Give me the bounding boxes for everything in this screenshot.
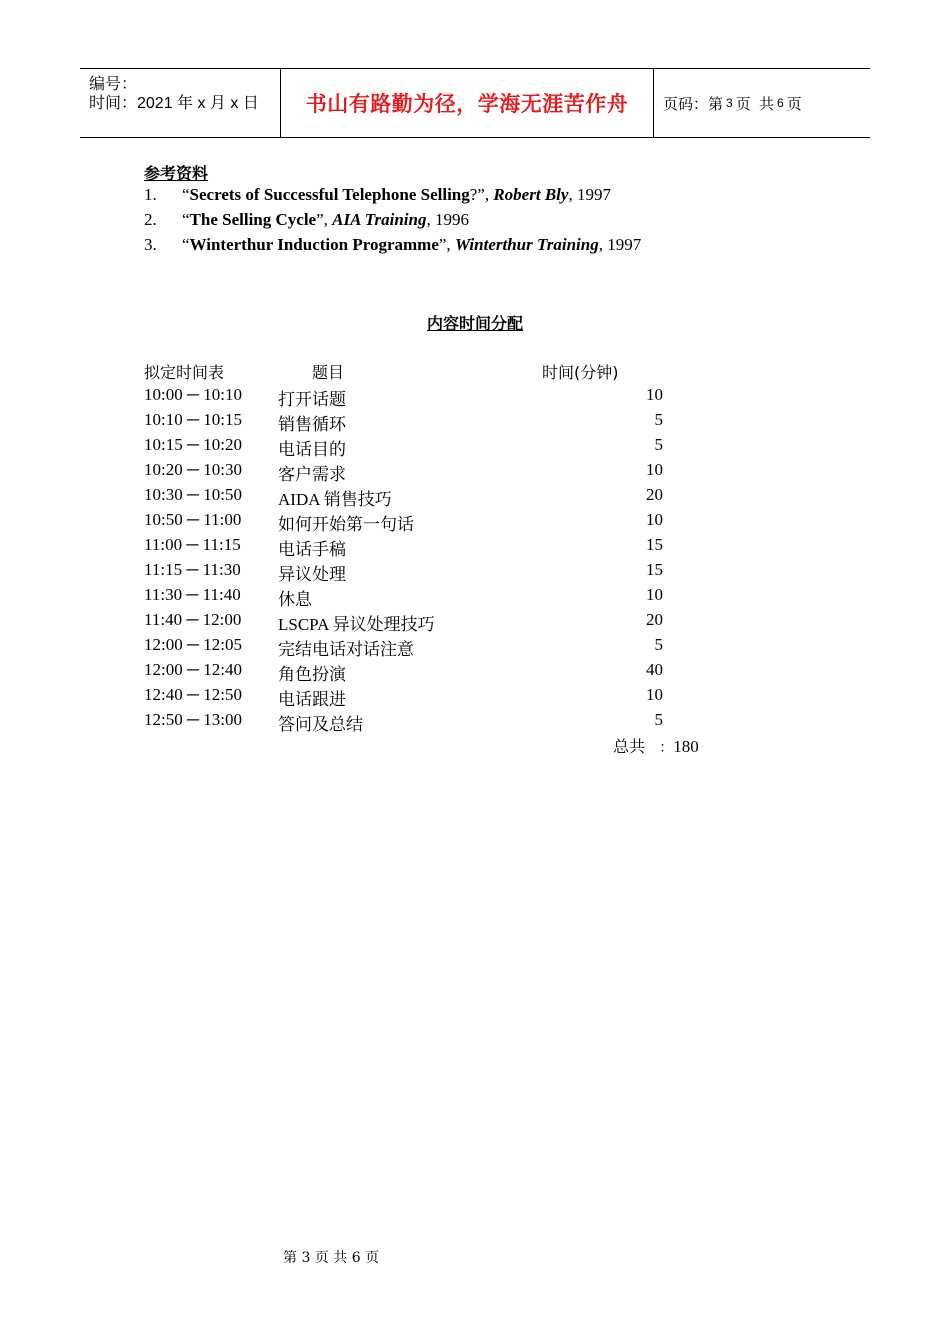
row-time: 11:15 ─ 11:30 [144, 560, 241, 579]
row-time: 10:00 ─ 10:10 [144, 385, 242, 404]
row-minutes: 10 [646, 685, 663, 704]
schedule-title: 内容时间分配 [426, 314, 523, 333]
motto: 书山有路勤为径，学海无涯苦作舟 [305, 92, 629, 116]
row-topic: 客户需求 [278, 465, 346, 484]
schedule-row [0, 485, 950, 510]
schedule-row [0, 510, 950, 535]
reference-title: The Selling Cycle [189, 210, 317, 229]
col-header-topic: 题目 [312, 363, 345, 382]
reference-title: Winterthur Induction Programme [189, 235, 439, 254]
time-label: 时间：2021 年 x 月 x 日 [89, 95, 259, 112]
header-motto-cell [281, 69, 654, 137]
row-topic: 角色扮演 [278, 665, 346, 684]
row-time: 12:00 ─ 12:40 [144, 660, 242, 679]
row-time: 10:15 ─ 10:20 [144, 435, 242, 454]
reference-year: , 1996 [426, 210, 469, 229]
row-topic: 电话手稿 [278, 540, 346, 559]
row-time: 10:50 ─ 11:00 [144, 510, 242, 529]
reference-close-quote: ”, [438, 235, 455, 254]
reference-item [144, 210, 469, 230]
reference-close-quote: ”, [316, 210, 333, 229]
reference-number: 3. [144, 235, 157, 254]
total-separator: ： [659, 741, 674, 756]
col-header-minutes: 时间(分钟) [542, 363, 619, 382]
schedule-row [0, 660, 950, 685]
schedule-row [0, 460, 950, 485]
schedule-row [0, 560, 950, 585]
row-topic: 答问及总结 [278, 715, 363, 734]
reference-title: Secrets of Successful Telephone Selling [189, 185, 470, 204]
references-title: 参考资料 [144, 164, 209, 183]
row-minutes: 10 [646, 385, 663, 404]
row-time: 10:10 ─ 10:15 [144, 410, 242, 429]
schedule-row [0, 585, 950, 610]
schedule-row [0, 710, 950, 735]
row-minutes: 20 [646, 610, 663, 629]
row-topic: 如何开始第一句话 [278, 515, 414, 534]
row-topic: 完结电话对话注意 [278, 640, 414, 659]
reference-item [144, 235, 641, 255]
row-minutes: 10 [646, 585, 663, 604]
row-topic: 电话目的 [278, 440, 346, 459]
schedule-row [0, 635, 950, 660]
schedule-row [0, 385, 950, 410]
row-topic: 异议处理 [278, 565, 346, 584]
row-time: 11:00 ─ 11:15 [144, 535, 241, 554]
reference-year: , 1997 [598, 235, 642, 254]
row-minutes: 20 [646, 485, 663, 504]
row-minutes: 10 [646, 510, 663, 529]
total-value: 180 [673, 737, 699, 756]
schedule-row [0, 535, 950, 560]
row-minutes: 40 [646, 660, 663, 679]
schedule-row [0, 410, 950, 435]
row-time: 12:00 ─ 12:05 [144, 635, 242, 654]
row-topic: 打开话题 [278, 390, 346, 409]
row-minutes: 15 [646, 535, 663, 554]
page-label-mid: 页 共 [735, 95, 775, 113]
row-time: 11:30 ─ 11:40 [144, 585, 241, 604]
row-topic: 销售循环 [278, 415, 346, 434]
row-time: 10:20 ─ 10:30 [144, 460, 242, 479]
header-meta [80, 69, 281, 137]
reference-source: Robert Bly [493, 185, 569, 204]
row-topic: LSCPA 异议处理技巧 [278, 615, 435, 634]
reference-open-quote: “ [182, 210, 190, 229]
schedule-row [0, 610, 950, 635]
schedule-row [0, 435, 950, 460]
reference-open-quote: “ [182, 185, 190, 204]
reference-open-quote: “ [182, 235, 190, 254]
row-topic: AIDA 销售技巧 [278, 490, 392, 509]
row-topic: 电话跟进 [278, 690, 346, 709]
row-minutes: 5 [654, 635, 663, 654]
total-label: 总共 [613, 737, 646, 756]
page-label-prefix: 页码：第 [663, 95, 724, 113]
schedule-row [0, 685, 950, 710]
row-minutes: 5 [654, 435, 663, 454]
page-current: 3 [726, 96, 733, 110]
code-label: 编号： [89, 76, 138, 93]
page-total: 6 [777, 96, 784, 110]
reference-year: , 1997 [568, 185, 611, 204]
reference-number: 1. [144, 185, 157, 204]
page-label-suffix: 页 [786, 95, 802, 113]
row-time: 10:30 ─ 10:50 [144, 485, 242, 504]
row-minutes: 5 [654, 710, 663, 729]
reference-source: AIA Training [332, 210, 427, 229]
page-number-cell [654, 69, 870, 137]
row-time: 11:40 ─ 12:00 [144, 610, 242, 629]
row-minutes: 5 [654, 410, 663, 429]
row-topic: 休息 [278, 590, 312, 609]
reference-source: Winterthur Training [454, 235, 599, 254]
row-minutes: 10 [646, 460, 663, 479]
page-footer: 第 3 页 共 6 页 [283, 1250, 380, 1266]
reference-item [144, 185, 611, 205]
reference-close-quote: ?”, [469, 185, 494, 204]
row-time: 12:50 ─ 13:00 [144, 710, 242, 729]
page-header [80, 68, 870, 138]
total-row [613, 734, 699, 757]
row-time: 12:40 ─ 12:50 [144, 685, 242, 704]
reference-number: 2. [144, 210, 157, 229]
col-header-time: 拟定时间表 [144, 363, 225, 382]
row-minutes: 15 [646, 560, 663, 579]
